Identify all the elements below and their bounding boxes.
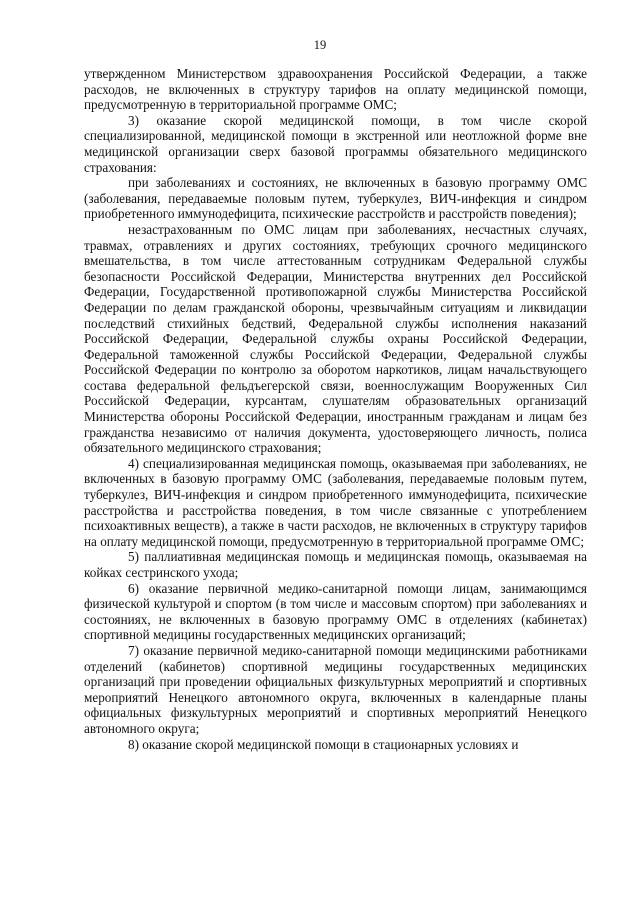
paragraph: 4) специализированная медицинская помощь, оказываемая при заболеваниях, не включенных в базовую программу ОМС (заболевания, передаваемые половым путем, туберкулез, ВИЧ-инфекция и синдром приобретенного иммунодефицита, психические расстройства и расстройства поведения, в том числе связанные с употреблением психоактивных веществ), а также в части расходов, не включенных в структуру тарифов на оплату медицинской помощи, предусмотренную в территориальной программе ОМС; <box>84 455 587 549</box>
paragraph: 3) оказание скорой медицинской помощи, в том числе скорой специализированной, медицинской помощи в экстренной или неотложной форме вне медицинской организации сверх базовой программы обязательного медицинского страхования: <box>84 112 587 175</box>
paragraph: 7) оказание первичной медико-санитарной помощи медицинскими работниками отделений (кабинетов) спортивной медицины государственных медицинских организаций при проведении официальных физкультурных мероприятий и спортивных мероприятий Ненецкого автономного округа, включенных в календарные планы официальных физкультурных мероприятий и спортивных мероприятий Ненецкого автономного округа; <box>84 642 587 736</box>
document-body <box>84 66 587 752</box>
paragraph: 8) оказание скорой медицинской помощи в стационарных условиях и <box>128 736 519 752</box>
paragraph: 5) паллиативная медицинская помощь и медицинская помощь, оказываемая на койках сестринского ухода; <box>84 549 587 580</box>
page-number: 19 <box>313 38 327 52</box>
paragraph: 6) оказание первичной медико-санитарной помощи лицам, занимающимся физической культурой и спортом (в том числе и массовым спортом) при заболеваниях и состояниях, не включенных в базовую программу ОМС в отделениях (кабинетах) спортивной медицины государственных медицинских организаций; <box>84 580 587 643</box>
paragraph: незастрахованным по ОМС лицам при заболеваниях, несчастных случаях, травмах, отравлениях и других состояниях, требующих срочного медицинского вмешательства, в том числе аттестованным сотрудникам Федеральной службы безопасности Российской Федерации, Министерства внутренних дел Российской Федерации, Государственной противопожарной службы Министерства Российской Федерации по делам гражданской обороны, чрезвычайным ситуациям и ликвидации последствий стихийных бедствий, Федеральной службы исполнения наказаний Российской Федерации, Федеральной службы охраны Российской Федерации, Федеральной таможенной службы Российской Федерации, Федеральной службы Российской Федерации по контролю за оборотом наркотиков, лицам начальствующего состава федеральной фельдъегерской связи, военнослужащим Вооруженных Сил Российской Федерации, курсантам, слушателям образовательных организаций Министерства обороны Российской Федерации, иностранным гражданам и лицам без гражданства независимо от наличия документа, удостоверяющего личность, полиса обязательного медицинского страхования; <box>84 221 587 456</box>
paragraph: при заболеваниях и состояниях, не включенных в базовую программу ОМС (заболевания, передаваемые половым путем, туберкулез, ВИЧ-инфекция и синдром приобретенного иммунодефицита, психические расстройств и расстройств поведения); <box>84 175 587 222</box>
paragraph: утвержденном Министерством здравоохранения Российской Федерации, а также расходов, не включенных в структуру тарифов на оплату медицинской помощи, предусмотренную в территориальной программе ОМС; <box>84 66 587 113</box>
